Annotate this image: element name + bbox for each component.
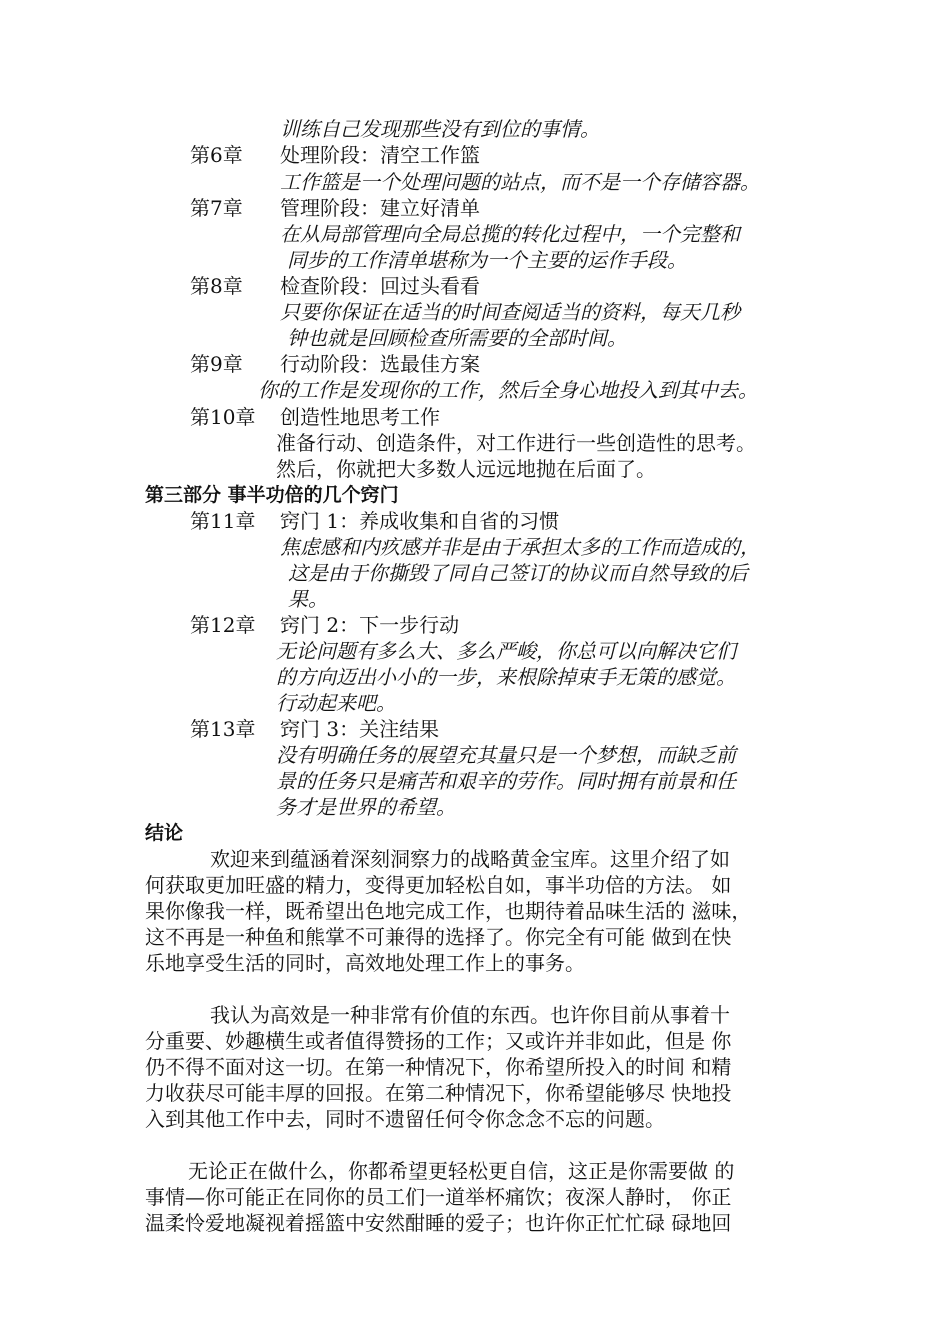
conclusion-p1-line-4: 这不再是一种鱼和熊掌不可兼得的选择了。你完全有可能 做到在快 <box>145 925 732 949</box>
chapter-13-desc-line-2: 景的任务只是痛苦和艰辛的劳作。同时拥有前景和任 <box>276 769 736 793</box>
chapter-11-number: 第11章 <box>190 509 256 533</box>
chapter-11-desc-line-1: 焦虑感和内疚感并非是由于承担太多的工作而造成的， <box>280 535 760 559</box>
chapter-7-number: 第7章 <box>190 196 243 220</box>
chapter-8-title: 检查阶段：回过头看看 <box>280 274 480 298</box>
chapter-13-desc-line-1: 没有明确任务的展望充其量只是一个梦想，而缺乏前 <box>276 743 736 767</box>
chapter-12-number: 第12章 <box>190 613 256 637</box>
chapter-13-title: 窍门 3：关注结果 <box>280 717 440 741</box>
chapter-9-number: 第9章 <box>190 352 243 376</box>
chapter-12-desc-line-3: 行动起来吧。 <box>276 691 396 715</box>
chapter-8-number: 第8章 <box>190 274 243 298</box>
part-3-heading: 第三部分 事半功倍的几个窍门 <box>145 484 399 506</box>
conclusion-p3-line-2: 事情—你可能正在同你的员工们一道举杯痛饮；夜深人静时， 你正 <box>145 1185 732 1209</box>
conclusion-p2-line-3: 仍不得不面对这一切。在第一种情况下，你希望所投入的时间 和精 <box>145 1055 732 1079</box>
chapter-11-desc-line-2: 这是由于你撕毁了同自己签订的协议而自然导致的后 <box>288 561 748 585</box>
chapter-13-number: 第13章 <box>190 717 256 741</box>
chapter-8-desc-line-1: 只要你保证在适当的时间查阅适当的资料，每天几秒 <box>280 300 740 324</box>
chapter-9-desc: 你的工作是发现你的工作，然后全身心地投入到其中去。 <box>258 378 758 402</box>
chapter-7-desc-line-2: 同步的工作清单堪称为一个主要的运作手段。 <box>287 248 687 272</box>
chapter-12-desc-line-1: 无论问题有多么大、多么严峻，你总可以向解决它们 <box>276 639 736 663</box>
conclusion-p2-line-2: 分重要、妙趣横生或者值得赞扬的工作；又或许并非如此，但是 你 <box>145 1029 732 1053</box>
chapter-10-desc-line-2: 然后，你就把大多数人远远地抛在后面了。 <box>276 457 656 481</box>
chapter-8-desc-line-2: 钟也就是回顾检查所需要的全部时间。 <box>287 326 627 350</box>
conclusion-p2-line-5: 入到其他工作中去，同时不遗留任何令你念念不忘的问题。 <box>145 1107 665 1131</box>
conclusion-p2-line-4: 力收获尽可能丰厚的回报。在第二种情况下，你希望能够尽 快地投 <box>145 1081 732 1105</box>
conclusion-p2-line-1: 我认为高效是一种非常有价值的东西。也许你目前从事着十 <box>210 1003 730 1027</box>
chapter-11-title: 窍门 1：养成收集和自省的习惯 <box>280 509 560 533</box>
chapter-11-desc-line-3: 果。 <box>288 587 328 611</box>
conclusion-p1-line-5: 乐地享受生活的同时，高效地处理工作上的事务。 <box>145 951 585 975</box>
chapter-5-desc-line-2: 训练自己发现那些没有到位的事情。 <box>280 117 600 141</box>
conclusion-p3-line-3: 温柔怜爱地凝视着摇篮中安然酣睡的爱子；也许你正忙忙碌 碌地回 <box>145 1211 732 1235</box>
chapter-10-number: 第10章 <box>190 405 256 429</box>
chapter-6-desc: 工作篮是一个处理问题的站点，而不是一个存储容器。 <box>280 170 760 194</box>
conclusion-heading: 结论 <box>145 822 184 844</box>
conclusion-p1-line-2: 何获取更加旺盛的精力，变得更加轻松自如，事半功倍的方法。 如 <box>145 873 732 897</box>
chapter-6-number: 第6章 <box>190 143 243 167</box>
chapter-12-title: 窍门 2：下一步行动 <box>280 613 460 637</box>
chapter-7-desc-line-1: 在从局部管理向全局总揽的转化过程中，一个完整和 <box>280 222 740 246</box>
chapter-10-title: 创造性地思考工作 <box>280 405 440 429</box>
chapter-9-title: 行动阶段：选最佳方案 <box>280 352 480 376</box>
conclusion-p1-line-1: 欢迎来到蕴涵着深刻洞察力的战略黄金宝库。这里介绍了如 <box>210 847 730 871</box>
chapter-12-desc-line-2: 的方向迈出小小的一步，来根除掉束手无策的感觉。 <box>276 665 736 689</box>
chapter-13-desc-line-3: 务才是世界的希望。 <box>276 795 456 819</box>
chapter-6-title: 处理阶段：清空工作篮 <box>280 143 480 167</box>
chapter-10-desc-line-1: 准备行动、创造条件，对工作进行一些创造性的思考。 <box>276 431 756 455</box>
conclusion-p1-line-3: 果你像我一样，既希望出色地完成工作，也期待着品味生活的 滋味， <box>145 899 752 923</box>
chapter-7-title: 管理阶段：建立好清单 <box>280 196 480 220</box>
conclusion-p3-line-1: 无论正在做什么，你都希望更轻松更自信，这正是你需要做 的 <box>188 1159 735 1183</box>
